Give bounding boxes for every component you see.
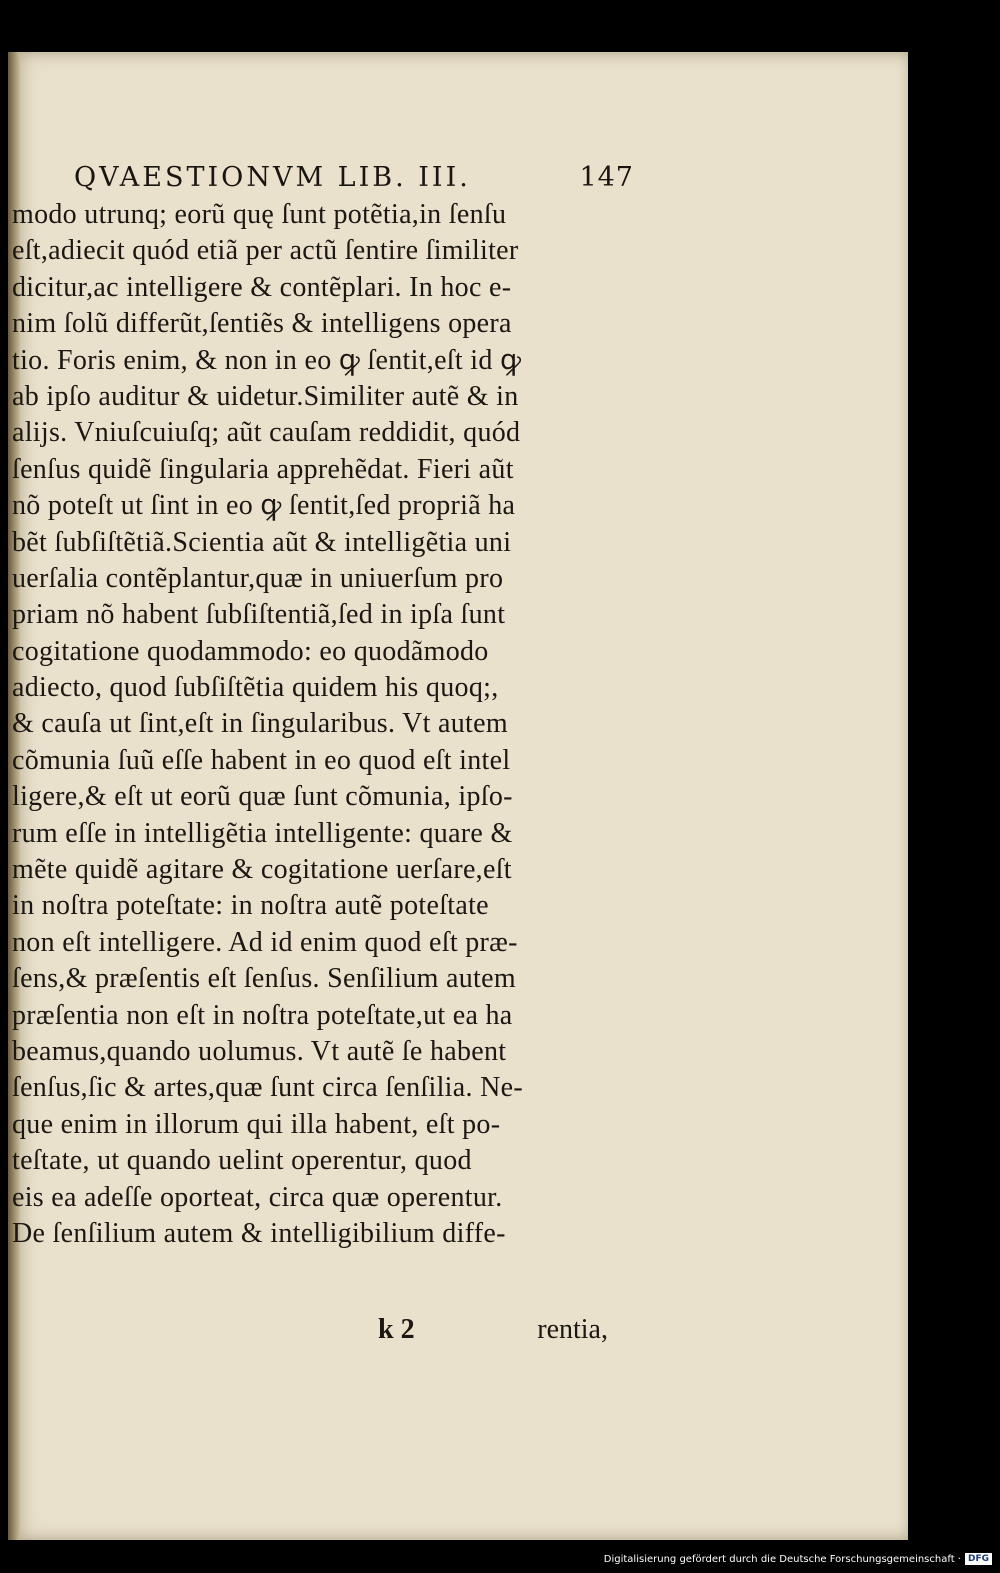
text-line: modo utrunq; eorũ quę ſunt potẽtia,in ſenſu (12, 199, 507, 230)
running-header (74, 162, 634, 193)
text-line: cogitatione quodammodo: eo quodãmodo (12, 635, 489, 667)
body-text (12, 197, 622, 1252)
text-line: ſens,& præſentis eſt ſenſus. Senſilium autem (12, 963, 516, 995)
text-line: non eſt intelligere. Ad id enim quod eſt præ- (12, 926, 518, 958)
text-line: De ſenſilium autem & intelligibilium diffe- (12, 1217, 506, 1249)
text-line: tio. Foris enim, & non in eo ꝙ ſentit,eſt id ꝙ (12, 344, 522, 376)
text-line: mẽte quidẽ agitare & cogitatione uerſare,eſt (12, 854, 512, 886)
credit-text: Digitalisierung gefördert durch die Deutsche Forschungsgemeinschaft · (603, 1553, 961, 1565)
text-line: priam nõ habent ſubſiſtentiã,ſed in ipſa ſunt (12, 599, 506, 631)
text-line: ab ipſo auditur & uidetur.Similiter autẽ & in (12, 380, 519, 412)
text-line: nim ſolũ differũt,ſentiẽs & intelligens opera (12, 308, 512, 340)
text-line: nõ poteſt ut ſint in eo ꝙ ſentit,ſed propriã ha (12, 490, 516, 522)
text-line: dicitur,ac intelligere & contẽplari. In hoc e- (12, 271, 512, 303)
text-line: ſenſus quidẽ ſingularia apprehẽdat. Fieri aũt (12, 453, 514, 485)
text-line: bẽt ſubſiſtẽtiã.Scientia aũt & intelligẽtia uni (12, 526, 512, 558)
digitization-credit (604, 1551, 992, 1567)
text-line: beamus,quando uolumus. Vt autẽ ſe habent (12, 1035, 507, 1067)
dfg-logo-icon: DFG (965, 1553, 992, 1565)
text-line: cõmunia ſuũ eſſe habent in eo quod eſt intel (12, 744, 511, 776)
text-line: in noſtra poteſtate: in noſtra autẽ poteſtate (12, 890, 489, 922)
text-line: eis ea adeſſe oporteat, circa quæ operentur. (12, 1181, 503, 1213)
page-number: 147 (579, 162, 634, 193)
text-line: alijs. Vniuſcuiuſq; aũt cauſam reddidit, quód (12, 417, 521, 449)
text-line: adiecto, quod ſubſiſtẽtia quidem his quoq;, (12, 672, 499, 704)
text-line: præſentia non eſt in noſtra poteſtate,ut ea ha (12, 999, 513, 1031)
catchword: rentia, (537, 1314, 608, 1345)
catchline (368, 1314, 608, 1346)
text-line: & cauſa ut ſint,eſt in ſingularibus. Vt autem (12, 708, 508, 740)
running-title: QVAESTIONVM LIB. III. (74, 162, 471, 193)
text-line: que enim in illorum qui illa habent, eſt po- (12, 1108, 501, 1140)
text-line: uerſalia contẽplantur,quæ in uniuerſum pro (12, 562, 504, 594)
text-line: teſtate, ut quando uelint operentur, quod (12, 1145, 472, 1177)
text-line: rum eſſe in intelligẽtia intelligente: quare & (12, 817, 513, 849)
text-line: ſenſus,ſic & artes,quæ ſunt circa ſenſilia. Ne- (12, 1072, 523, 1104)
book-page (8, 52, 908, 1540)
signature-mark: k 2 (378, 1314, 415, 1345)
text-line: ligere,& eſt ut eorũ quæ ſunt cõmunia, ipſo- (12, 781, 513, 813)
text-line: eſt,adiecit quód etiã per actũ ſentire ſimiliter (12, 235, 519, 267)
